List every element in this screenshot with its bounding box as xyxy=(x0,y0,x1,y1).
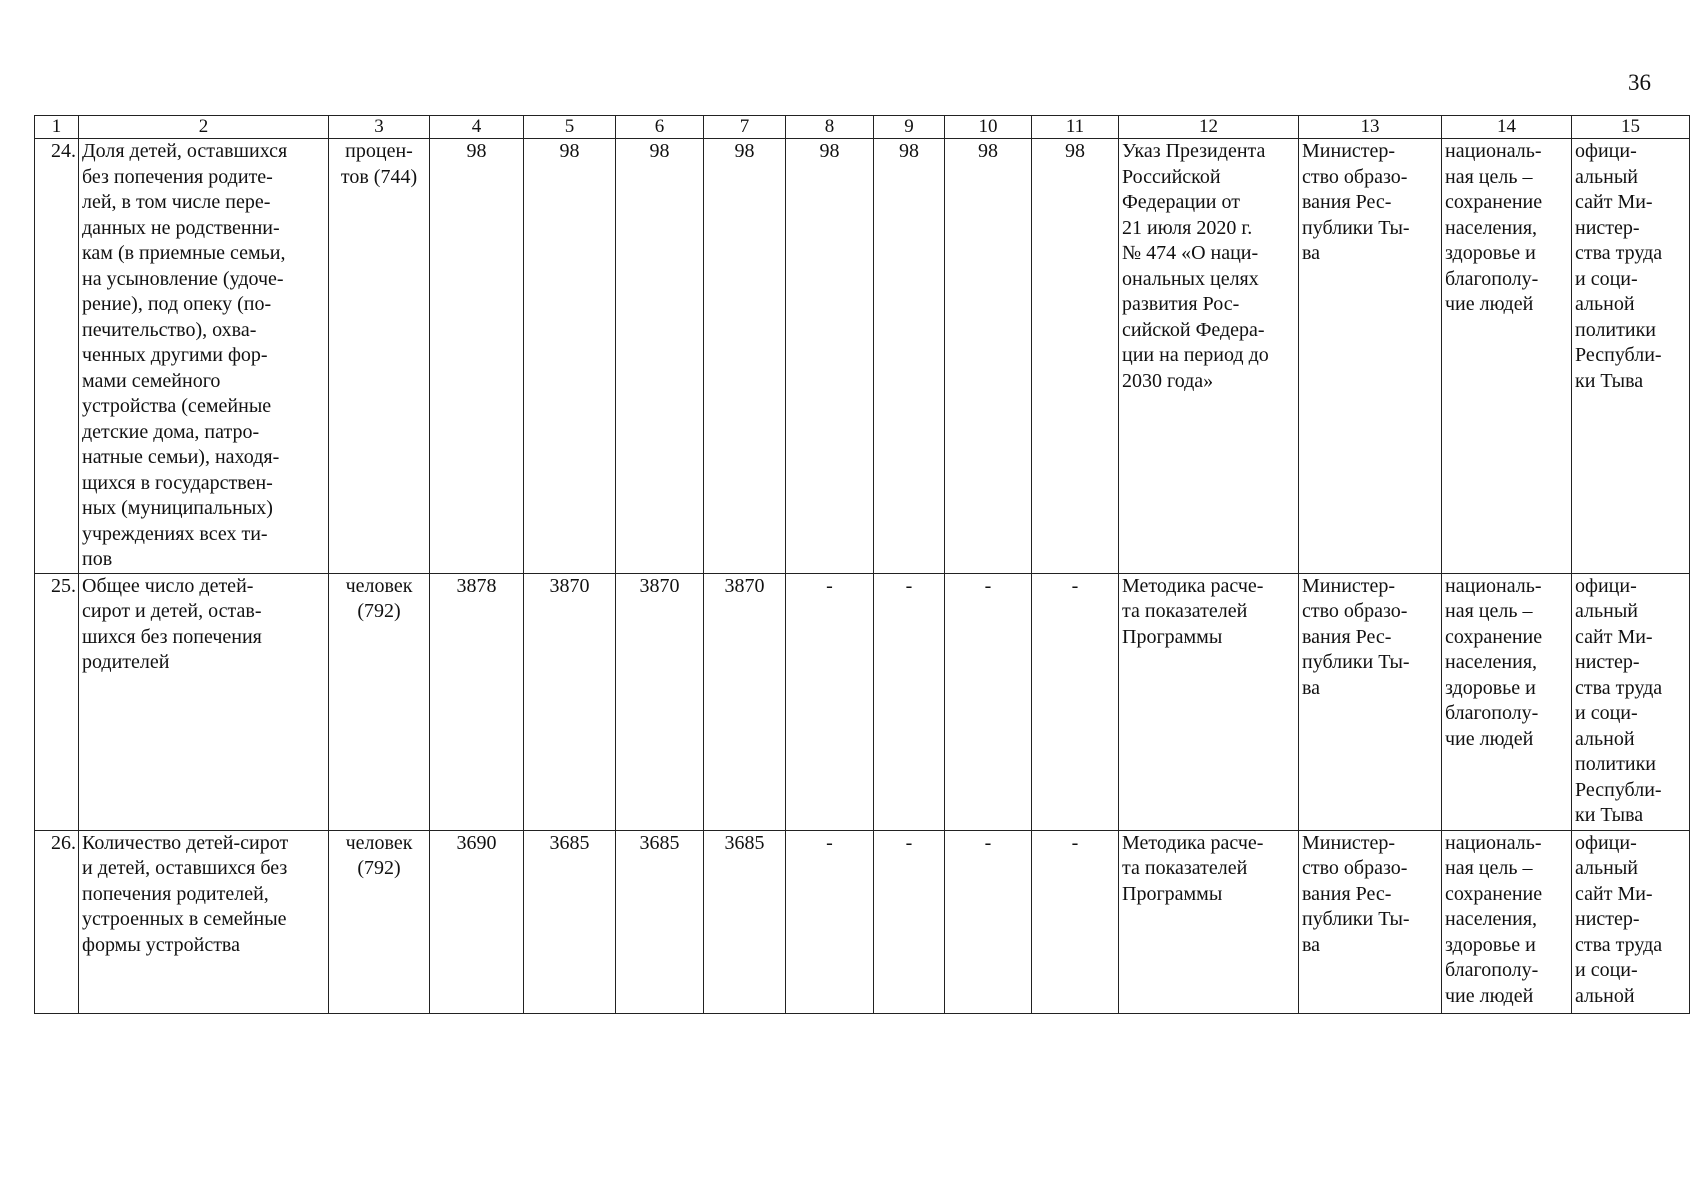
table-row xyxy=(35,830,1690,1013)
value-cell: 3870 xyxy=(704,573,786,830)
source-cell: офици- альный сайт Ми- нистер- ства труда и соци- альной политики Республи- ки Тыва xyxy=(1572,573,1690,830)
unit-cell: человек (792) xyxy=(329,830,430,1013)
unit-cell: процен- тов (744) xyxy=(329,139,430,574)
value-cell: 98 xyxy=(616,139,704,574)
value-cell: 98 xyxy=(430,139,524,574)
column-header: 11 xyxy=(1032,116,1119,139)
column-header: 6 xyxy=(616,116,704,139)
indicator-name: Общее число детей- сирот и детей, остав- шихся без попечения родителей xyxy=(79,573,329,830)
column-header: 12 xyxy=(1119,116,1299,139)
table-header-row xyxy=(35,116,1690,139)
value-cell: - xyxy=(786,830,874,1013)
basis-cell: Методика расче- та показателей Программы xyxy=(1119,830,1299,1013)
column-header: 1 xyxy=(35,116,79,139)
value-cell: 3870 xyxy=(616,573,704,830)
value-cell: 98 xyxy=(1032,139,1119,574)
value-cell: 98 xyxy=(704,139,786,574)
responsible-cell: Министер- ство образо- вания Рес- публики Ты- ва xyxy=(1299,830,1442,1013)
column-header: 9 xyxy=(874,116,945,139)
row-number: 25. xyxy=(35,573,79,830)
unit-cell: человек (792) xyxy=(329,573,430,830)
value-cell: - xyxy=(1032,573,1119,830)
value-cell: - xyxy=(786,573,874,830)
indicators-table xyxy=(34,115,1690,1014)
source-cell: офици- альный сайт Ми- нистер- ства труда и соци- альной xyxy=(1572,830,1690,1013)
value-cell: - xyxy=(945,830,1032,1013)
value-cell: - xyxy=(1032,830,1119,1013)
column-header: 2 xyxy=(79,116,329,139)
column-header: 4 xyxy=(430,116,524,139)
responsible-cell: Министер- ство образо- вания Рес- публики Ты- ва xyxy=(1299,139,1442,574)
goal-cell: националь- ная цель – сохранение населения, здоровье и благополу- чие людей xyxy=(1442,830,1572,1013)
value-cell: 98 xyxy=(786,139,874,574)
value-cell: 3685 xyxy=(616,830,704,1013)
value-cell: 3685 xyxy=(704,830,786,1013)
row-number: 24. xyxy=(35,139,79,574)
column-header: 5 xyxy=(524,116,616,139)
value-cell: - xyxy=(874,830,945,1013)
row-number: 26. xyxy=(35,830,79,1013)
responsible-cell: Министер- ство образо- вания Рес- публики Ты- ва xyxy=(1299,573,1442,830)
value-cell: 3870 xyxy=(524,573,616,830)
goal-cell: националь- ная цель – сохранение населения, здоровье и благополу- чие людей xyxy=(1442,139,1572,574)
value-cell: 3878 xyxy=(430,573,524,830)
value-cell: - xyxy=(945,573,1032,830)
value-cell: 3685 xyxy=(524,830,616,1013)
value-cell: 3690 xyxy=(430,830,524,1013)
column-header: 10 xyxy=(945,116,1032,139)
indicator-name: Количество детей-сирот и детей, оставшихся без попечения родителей, устроенных в семейные формы устройства xyxy=(79,830,329,1013)
value-cell: - xyxy=(874,573,945,830)
table-row xyxy=(35,139,1690,574)
basis-cell: Указ Президента Российской Федерации от 21 июля 2020 г. № 474 «О наци- ональных целях развития Рос- сийской Федера- ции на период до 2030 года» xyxy=(1119,139,1299,574)
column-header: 15 xyxy=(1572,116,1690,139)
page-number: 36 xyxy=(1628,70,1651,95)
value-cell: 98 xyxy=(945,139,1032,574)
indicator-name: Доля детей, оставшихся без попечения родите- лей, в том числе пере- данных не родственни- кам (в приемные семьи, на усыновление (удоче- рение), под опеку (по- печительство), охва- ченных другими фор- мами семейного устройства (семейные детские дома, патро- натные семьи), находя- щихся в государствен- ных (муниципальных) учреждениях всех ти- пов xyxy=(79,139,329,574)
column-header: 7 xyxy=(704,116,786,139)
value-cell: 98 xyxy=(524,139,616,574)
source-cell: офици- альный сайт Ми- нистер- ства труда и соци- альной политики Республи- ки Тыва xyxy=(1572,139,1690,574)
column-header: 3 xyxy=(329,116,430,139)
value-cell: 98 xyxy=(874,139,945,574)
table-row xyxy=(35,573,1690,830)
column-header: 14 xyxy=(1442,116,1572,139)
column-header: 13 xyxy=(1299,116,1442,139)
column-header: 8 xyxy=(786,116,874,139)
basis-cell: Методика расче- та показателей Программы xyxy=(1119,573,1299,830)
goal-cell: националь- ная цель – сохранение населения, здоровье и благополу- чие людей xyxy=(1442,573,1572,830)
